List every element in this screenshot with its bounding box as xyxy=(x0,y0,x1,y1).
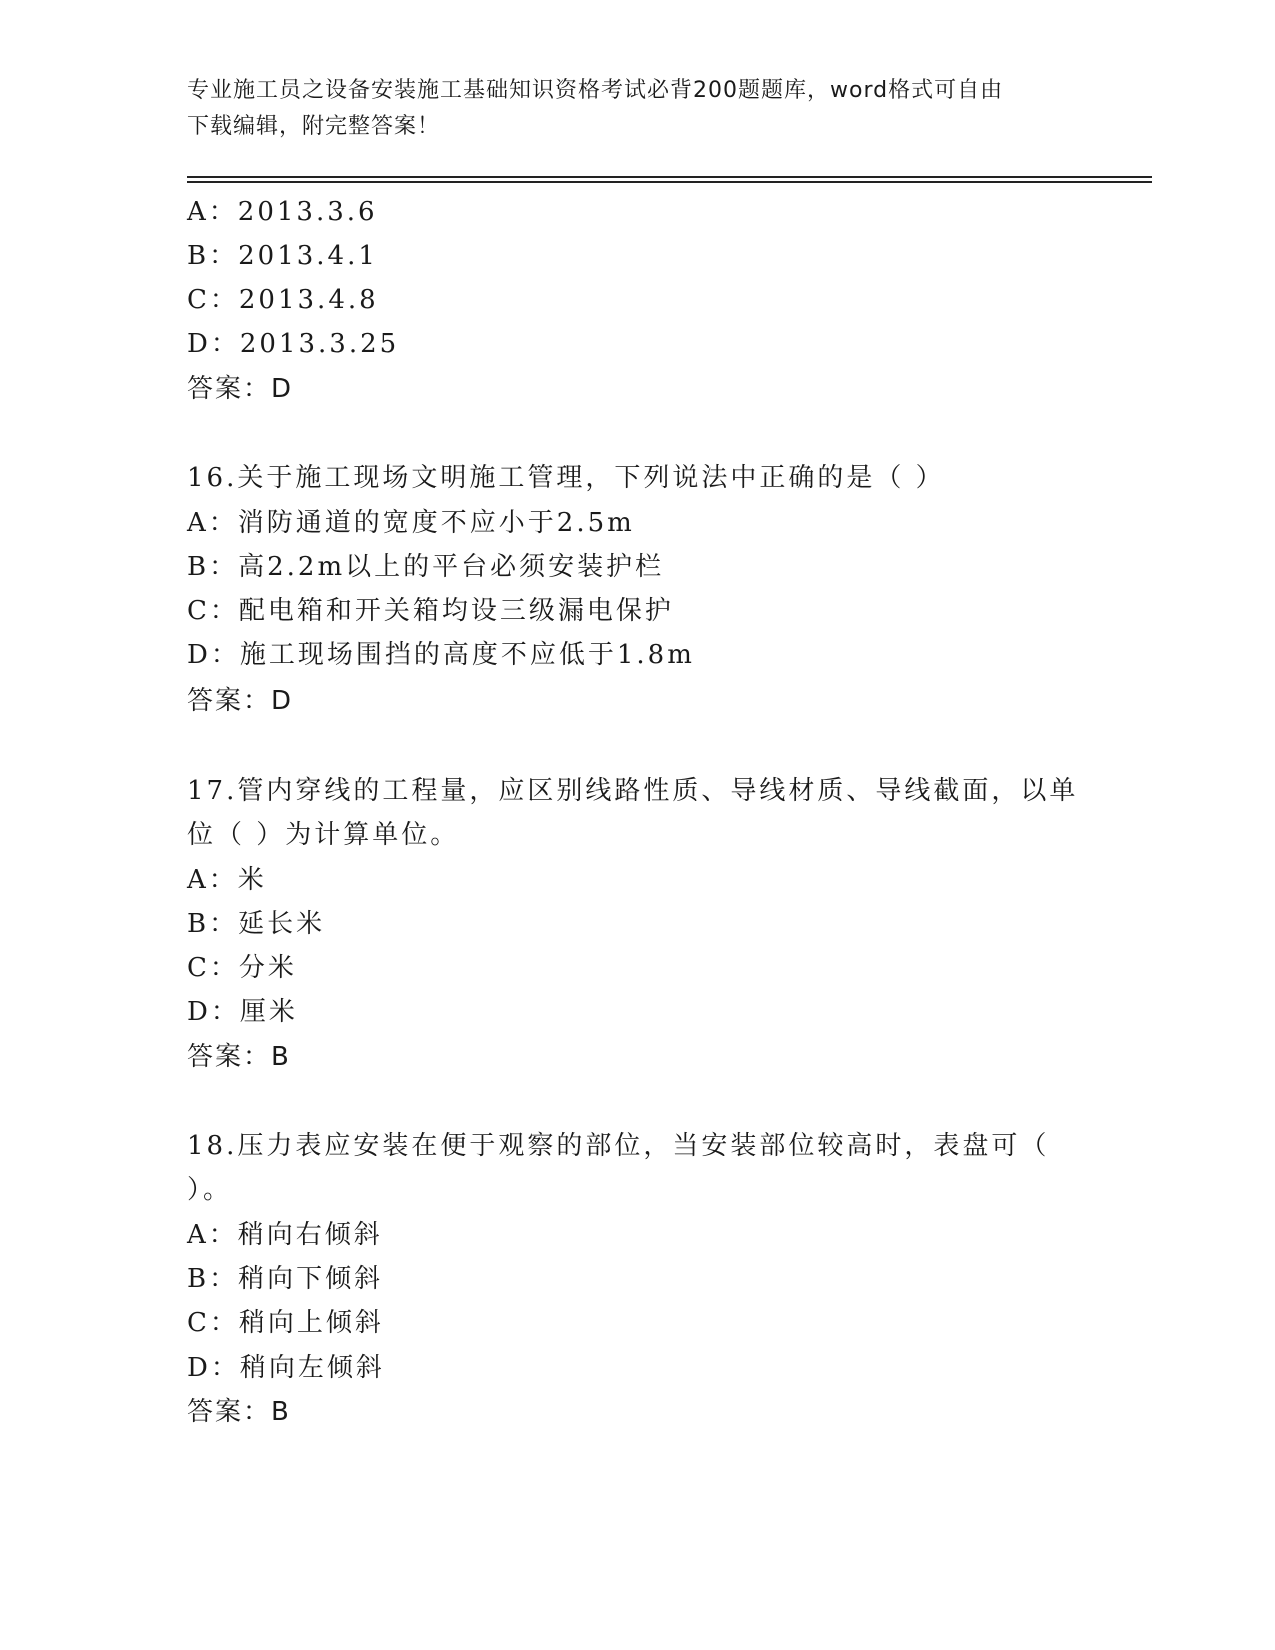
q16-answer-label: 答案： xyxy=(187,686,272,716)
q16-option-c: C：配电箱和开关箱均设三级漏电保护 xyxy=(187,596,674,626)
q17-option-c: C：分米 xyxy=(187,953,297,983)
q15-answer-label: 答案： xyxy=(187,374,272,404)
q16-option-a: A：消防通道的宽度不应小于2.5m xyxy=(187,508,635,538)
q16-option-d: D：施工现场围挡的高度不应低于1.8m xyxy=(187,640,695,670)
q17-question-line-1: 17.管内穿线的工程量，应区别线路性质、导线材质、导线截面，以单 xyxy=(187,776,1079,806)
q17-option-b: B：延长米 xyxy=(187,909,326,939)
q17-option-a: A：米 xyxy=(187,865,267,895)
q18-answer-label: 答案： xyxy=(187,1397,272,1427)
q15-option-c: C：2013.4.8 xyxy=(187,285,379,315)
header-line-1: 专业施工员之设备安装施工基础知识资格考试必背200题题库，word格式可自由 xyxy=(187,78,1004,103)
q15-option-d: D：2013.3.25 xyxy=(187,329,400,359)
q17-answer-label: 答案： xyxy=(187,1042,272,1072)
q18-option-c: C：稍向上倾斜 xyxy=(187,1308,384,1338)
q16-question: 16.关于施工现场文明施工管理，下列说法中正确的是（ ） xyxy=(187,463,945,493)
q18-option-a: A：稍向右倾斜 xyxy=(187,1220,383,1250)
header-rule-bottom xyxy=(187,181,1152,183)
header-line-2: 下载编辑，附完整答案！ xyxy=(187,114,441,139)
q18-answer-value: B xyxy=(271,1397,290,1427)
q18-option-b: B：稍向下倾斜 xyxy=(187,1264,384,1294)
q18-question-line-1: 18.压力表应安装在便于观察的部位，当安装部位较高时，表盘可（ xyxy=(187,1131,1050,1161)
q16-option-b: B：高2.2m以上的平台必须安装护栏 xyxy=(187,552,665,582)
q18-answer xyxy=(187,1394,290,1430)
document-header xyxy=(187,73,1087,145)
q15-answer-value: D xyxy=(271,374,293,404)
q18-question-line-2: ）。 xyxy=(187,1175,233,1205)
q16-answer-value: D xyxy=(271,686,293,716)
q18-option-d: D：稍向左倾斜 xyxy=(187,1353,385,1383)
q15-option-a: A：2013.3.6 xyxy=(187,197,378,227)
q16-answer xyxy=(187,683,292,719)
q17-answer-value: B xyxy=(271,1042,290,1072)
q17-question-line-2: 位（ ）为计算单位。 xyxy=(187,820,460,850)
q15-answer xyxy=(187,371,292,407)
q15-option-b: B：2013.4.1 xyxy=(187,241,378,271)
q17-option-d: D：厘米 xyxy=(187,997,298,1027)
q17-answer xyxy=(187,1039,290,1075)
header-rule-top xyxy=(187,176,1152,178)
